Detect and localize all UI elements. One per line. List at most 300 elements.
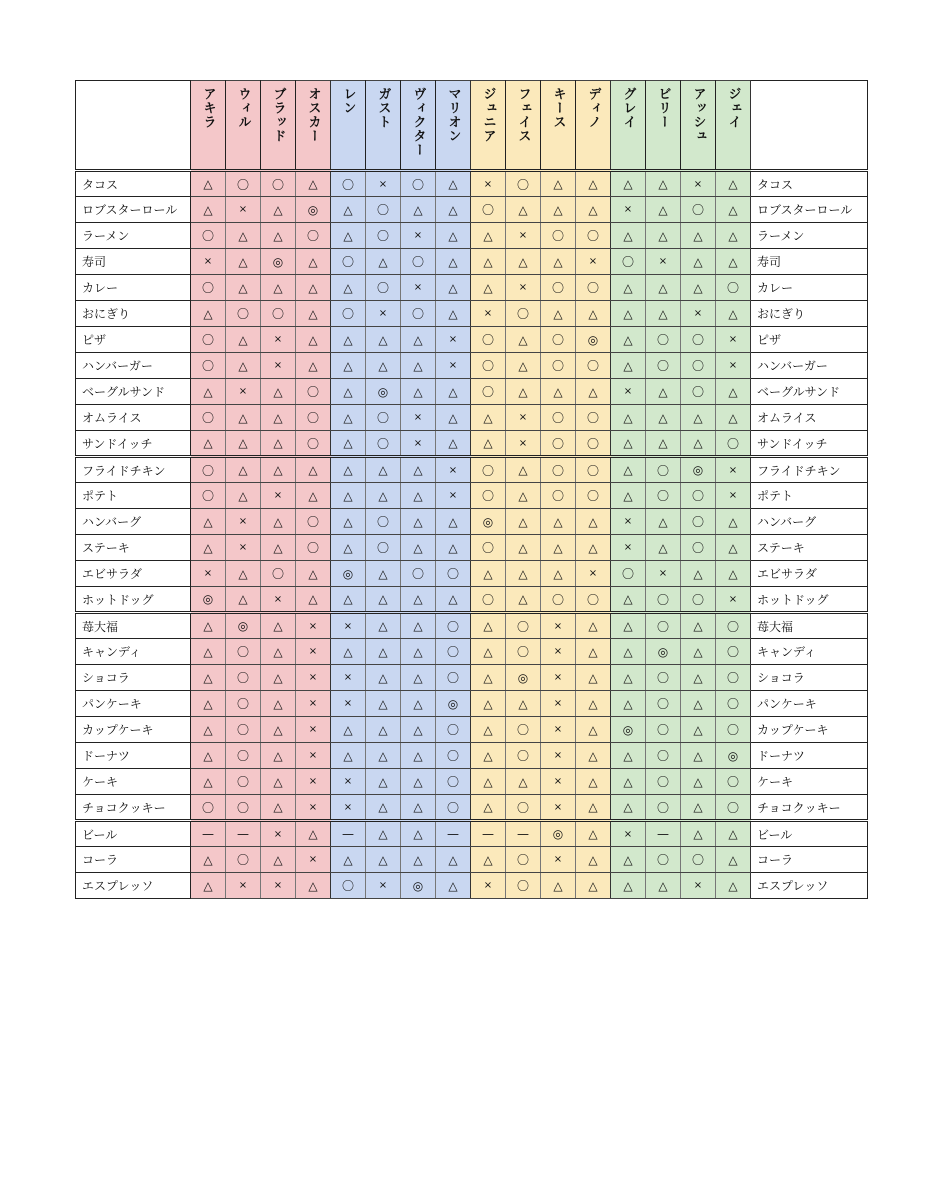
food-label-right: 苺大福 [751,613,868,639]
preference-mark: △ [611,327,646,353]
preference-mark: △ [471,795,506,821]
preference-mark: × [296,639,331,665]
preference-mark: △ [646,431,681,457]
table-row [76,509,868,535]
food-label-left: ロブスターロール [76,197,191,223]
preference-mark: 〇 [646,483,681,509]
preference-mark: △ [436,275,471,301]
preference-mark: × [261,353,296,379]
preference-mark: 〇 [506,795,541,821]
preference-mark: △ [716,561,751,587]
preference-mark: × [436,353,471,379]
preference-mark: △ [506,587,541,613]
preference-mark: × [261,483,296,509]
preference-mark: ◎ [296,197,331,223]
table-row [76,665,868,691]
preference-mark: 〇 [506,171,541,197]
header-corner-left [76,81,191,171]
preference-mark: △ [611,587,646,613]
preference-mark: 〇 [471,457,506,483]
preference-mark: △ [471,743,506,769]
preference-mark: △ [226,327,261,353]
preference-mark: △ [716,197,751,223]
preference-mark: 〇 [331,301,366,327]
preference-mark: ◎ [576,327,611,353]
preference-mark: 〇 [576,405,611,431]
preference-mark: △ [576,847,611,873]
preference-mark: 〇 [681,509,716,535]
food-label-left: ピザ [76,327,191,353]
preference-mark: 〇 [366,197,401,223]
table-row [76,847,868,873]
preference-mark: △ [506,327,541,353]
preference-mark: △ [261,379,296,405]
preference-mark: × [226,509,261,535]
preference-mark: 〇 [506,613,541,639]
preference-mark: 〇 [646,795,681,821]
preference-mark: △ [611,223,646,249]
member-header [436,81,471,171]
food-label-right: ステーキ [751,535,868,561]
preference-mark: 〇 [576,223,611,249]
preference-mark: △ [646,535,681,561]
member-name: キース [550,87,566,129]
preference-mark: × [401,431,436,457]
preference-mark: × [226,535,261,561]
preference-mark: 〇 [226,743,261,769]
preference-mark: × [506,405,541,431]
preference-mark: 〇 [681,483,716,509]
table-row [76,587,868,613]
preference-mark: × [331,769,366,795]
table-row [76,613,868,639]
food-label-left: 寿司 [76,249,191,275]
preference-mark: △ [296,249,331,275]
table-row [76,743,868,769]
preference-mark: 〇 [681,353,716,379]
table-row [76,691,868,717]
preference-mark: △ [261,743,296,769]
preference-mark: △ [576,613,611,639]
preference-mark: △ [471,223,506,249]
preference-mark: △ [401,665,436,691]
table-row [76,639,868,665]
preference-mark: △ [681,795,716,821]
preference-mark: △ [261,457,296,483]
preference-mark: △ [191,743,226,769]
preference-mark: 〇 [716,431,751,457]
preference-mark: △ [716,379,751,405]
preference-mark: △ [541,873,576,899]
preference-mark: × [401,223,436,249]
preference-mark: △ [436,431,471,457]
table-row [76,171,868,197]
table-row [76,353,868,379]
preference-mark: × [366,873,401,899]
preference-mark: △ [576,873,611,899]
preference-mark: △ [401,353,436,379]
food-label-left: エスプレッソ [76,873,191,899]
preference-mark: 〇 [401,171,436,197]
preference-mark: 〇 [436,743,471,769]
preference-mark: △ [716,509,751,535]
preference-mark: △ [471,769,506,795]
preference-mark: 〇 [191,223,226,249]
preference-mark: △ [191,535,226,561]
preference-mark: △ [401,197,436,223]
preference-mark: ◎ [401,873,436,899]
preference-mark: 〇 [576,353,611,379]
food-label-left: ステーキ [76,535,191,561]
preference-mark: 〇 [261,171,296,197]
preference-mark: △ [296,561,331,587]
food-label-right: キャンディ [751,639,868,665]
preference-mark: 〇 [261,561,296,587]
preference-mark: △ [646,379,681,405]
preference-mark: 〇 [331,873,366,899]
preference-mark: 〇 [541,457,576,483]
food-label-left: ラーメン [76,223,191,249]
food-label-right: ハンバーガー [751,353,868,379]
preference-mark: × [261,587,296,613]
header-row [76,81,868,171]
preference-mark: 〇 [681,379,716,405]
preference-mark: △ [191,613,226,639]
preference-mark: 〇 [296,379,331,405]
preference-mark: 〇 [646,717,681,743]
preference-mark: 〇 [506,639,541,665]
preference-mark: △ [681,223,716,249]
preference-mark: 〇 [681,535,716,561]
preference-mark: △ [576,769,611,795]
preference-mark: △ [681,691,716,717]
preference-mark: △ [401,457,436,483]
preference-mark: × [716,483,751,509]
food-label-right: ロブスターロール [751,197,868,223]
preference-mark: △ [401,379,436,405]
preference-mark: △ [401,509,436,535]
preference-mark: △ [611,639,646,665]
food-label-left: サンドイッチ [76,431,191,457]
preference-mark: 〇 [226,639,261,665]
preference-mark: △ [611,691,646,717]
preference-mark: △ [261,431,296,457]
preference-mark: △ [716,535,751,561]
preference-mark: △ [541,197,576,223]
preference-mark: △ [681,821,716,847]
preference-mark: △ [261,405,296,431]
preference-mark: △ [261,665,296,691]
food-label-left: チョコクッキー [76,795,191,821]
preference-mark: △ [646,197,681,223]
preference-mark: 〇 [681,197,716,223]
preference-mark: 〇 [191,795,226,821]
preference-mark: △ [576,197,611,223]
member-name: フェイス [515,87,531,143]
food-label-right: オムライス [751,405,868,431]
preference-mark: 〇 [576,457,611,483]
preference-mark: △ [401,483,436,509]
preference-mark: 〇 [716,613,751,639]
preference-mark: △ [436,847,471,873]
preference-mark: × [436,483,471,509]
member-header [296,81,331,171]
preference-mark: 〇 [506,717,541,743]
member-name: ビリー [655,87,671,129]
food-label-left: タコス [76,171,191,197]
preference-mark: △ [366,561,401,587]
preference-mark: × [541,743,576,769]
member-header [716,81,751,171]
preference-mark: ◎ [506,665,541,691]
preference-mark: ◎ [716,743,751,769]
food-label-left: ベーグルサンド [76,379,191,405]
preference-mark: ◎ [436,691,471,717]
preference-mark: △ [401,639,436,665]
preference-mark: △ [611,483,646,509]
preference-mark: △ [576,743,611,769]
food-label-right: ベーグルサンド [751,379,868,405]
preference-mark: △ [436,587,471,613]
preference-mark: △ [226,483,261,509]
food-label-right: ケーキ [751,769,868,795]
preference-mark: 〇 [436,639,471,665]
preference-mark: × [541,717,576,743]
food-label-right: ポテト [751,483,868,509]
food-label-left: エビサラダ [76,561,191,587]
preference-mark: △ [296,483,331,509]
food-label-right: カップケーキ [751,717,868,743]
preference-mark: △ [471,249,506,275]
preference-mark: 〇 [261,301,296,327]
food-label-left: カップケーキ [76,717,191,743]
preference-mark: 〇 [191,275,226,301]
preference-mark: △ [646,509,681,535]
food-label-left: フライドチキン [76,457,191,483]
food-label-right: カレー [751,275,868,301]
preference-mark: △ [261,639,296,665]
preference-mark: × [296,613,331,639]
preference-mark: △ [716,171,751,197]
preference-mark: × [401,405,436,431]
member-header [401,81,436,171]
food-label-right: パンケーキ [751,691,868,717]
preference-mark: 〇 [401,249,436,275]
table-row [76,873,868,899]
preference-mark: △ [366,691,401,717]
preference-mark: △ [366,847,401,873]
preference-mark: △ [296,171,331,197]
preference-mark: ◎ [541,821,576,847]
preference-mark: △ [611,405,646,431]
preference-mark: △ [541,171,576,197]
preference-mark: △ [261,275,296,301]
preference-mark: — [646,821,681,847]
preference-mark: △ [611,847,646,873]
member-name: ガスト [375,87,391,129]
preference-mark: × [681,301,716,327]
food-label-right: ドーナツ [751,743,868,769]
preference-mark: 〇 [331,249,366,275]
food-label-right: エビサラダ [751,561,868,587]
preference-mark: △ [261,717,296,743]
preference-mark: 〇 [541,587,576,613]
preference-mark: × [611,197,646,223]
table-row [76,197,868,223]
member-name: アキラ [200,87,216,129]
preference-mark: △ [331,275,366,301]
member-name: ヴィクター [410,87,426,157]
preference-mark: △ [191,431,226,457]
table-row [76,717,868,743]
preference-mark: △ [541,301,576,327]
preference-mark: △ [611,743,646,769]
preference-mark: 〇 [436,665,471,691]
preference-mark: △ [716,405,751,431]
preference-mark: △ [436,301,471,327]
preference-mark: × [261,327,296,353]
preference-mark: △ [261,795,296,821]
preference-mark: 〇 [366,431,401,457]
preference-mark: △ [471,639,506,665]
preference-mark: △ [716,249,751,275]
preference-mark: △ [331,379,366,405]
table-row [76,379,868,405]
member-name: ブラッド [270,87,286,143]
preference-mark: △ [401,795,436,821]
preference-mark: 〇 [716,795,751,821]
preference-mark: △ [576,301,611,327]
preference-mark: 〇 [191,327,226,353]
preference-mark: 〇 [436,561,471,587]
preference-mark: 〇 [681,587,716,613]
food-label-left: オムライス [76,405,191,431]
preference-mark: 〇 [506,743,541,769]
member-header [611,81,646,171]
food-label-right: おにぎり [751,301,868,327]
preference-mark: 〇 [541,431,576,457]
preference-mark: △ [576,639,611,665]
preference-mark: △ [331,353,366,379]
preference-mark: △ [611,171,646,197]
preference-mark: △ [576,795,611,821]
food-label-right: ラーメン [751,223,868,249]
preference-mark: × [541,795,576,821]
preference-mark: ◎ [366,379,401,405]
preference-mark: 〇 [366,275,401,301]
preference-mark: △ [331,587,366,613]
preference-mark: △ [611,769,646,795]
member-name: レン [340,87,356,115]
preference-mark: 〇 [296,405,331,431]
member-header [226,81,261,171]
preference-mark: △ [681,665,716,691]
preference-mark: △ [471,717,506,743]
preference-mark: 〇 [436,613,471,639]
member-header [541,81,576,171]
table-row [76,483,868,509]
preference-mark: 〇 [366,535,401,561]
preference-mark: △ [576,691,611,717]
preference-mark: 〇 [646,743,681,769]
preference-mark: △ [611,665,646,691]
preference-mark: △ [331,847,366,873]
preference-mark: × [261,821,296,847]
preference-mark: △ [471,847,506,873]
preference-mark: △ [436,223,471,249]
food-label-left: カレー [76,275,191,301]
preference-mark: △ [331,223,366,249]
preference-mark: △ [611,301,646,327]
preference-mark: △ [226,561,261,587]
member-header [331,81,366,171]
preference-mark: △ [331,405,366,431]
preference-mark: × [681,873,716,899]
preference-mark: △ [401,717,436,743]
food-label-right: 寿司 [751,249,868,275]
food-label-right: フライドチキン [751,457,868,483]
food-label-right: ハンバーグ [751,509,868,535]
preference-mark: △ [226,249,261,275]
preference-mark: × [716,327,751,353]
preference-mark: × [436,327,471,353]
food-label-left: ハンバーガー [76,353,191,379]
preference-mark: 〇 [331,171,366,197]
preference-mark: 〇 [401,561,436,587]
preference-mark: △ [261,847,296,873]
preference-mark: △ [331,535,366,561]
preference-mark: 〇 [506,301,541,327]
preference-mark: △ [436,405,471,431]
food-label-left: ホットドッグ [76,587,191,613]
preference-mark: △ [261,197,296,223]
preference-mark: × [646,561,681,587]
preference-mark: × [366,301,401,327]
food-label-left: ハンバーグ [76,509,191,535]
preference-mark: △ [716,301,751,327]
preference-mark: 〇 [471,379,506,405]
food-label-right: チョコクッキー [751,795,868,821]
preference-mark: × [681,171,716,197]
preference-mark: △ [296,327,331,353]
preference-mark: △ [576,379,611,405]
preference-mark: × [296,769,331,795]
preference-mark: — [471,821,506,847]
preference-mark: 〇 [681,847,716,873]
preference-mark: △ [261,223,296,249]
preference-mark: △ [226,431,261,457]
preference-mark: × [401,275,436,301]
preference-mark: 〇 [541,483,576,509]
preference-mark: × [716,353,751,379]
preference-mark: △ [366,249,401,275]
member-header [506,81,541,171]
preference-mark: △ [296,457,331,483]
preference-mark: 〇 [226,301,261,327]
table-body [76,171,868,899]
preference-mark: 〇 [646,327,681,353]
preference-mark: △ [366,743,401,769]
preference-mark: × [541,691,576,717]
preference-mark: ◎ [261,249,296,275]
preference-mark: △ [191,847,226,873]
preference-mark: × [296,691,331,717]
preference-mark: △ [681,743,716,769]
member-header [366,81,401,171]
preference-mark: 〇 [541,275,576,301]
preference-mark: 〇 [471,483,506,509]
preference-mark: △ [401,743,436,769]
